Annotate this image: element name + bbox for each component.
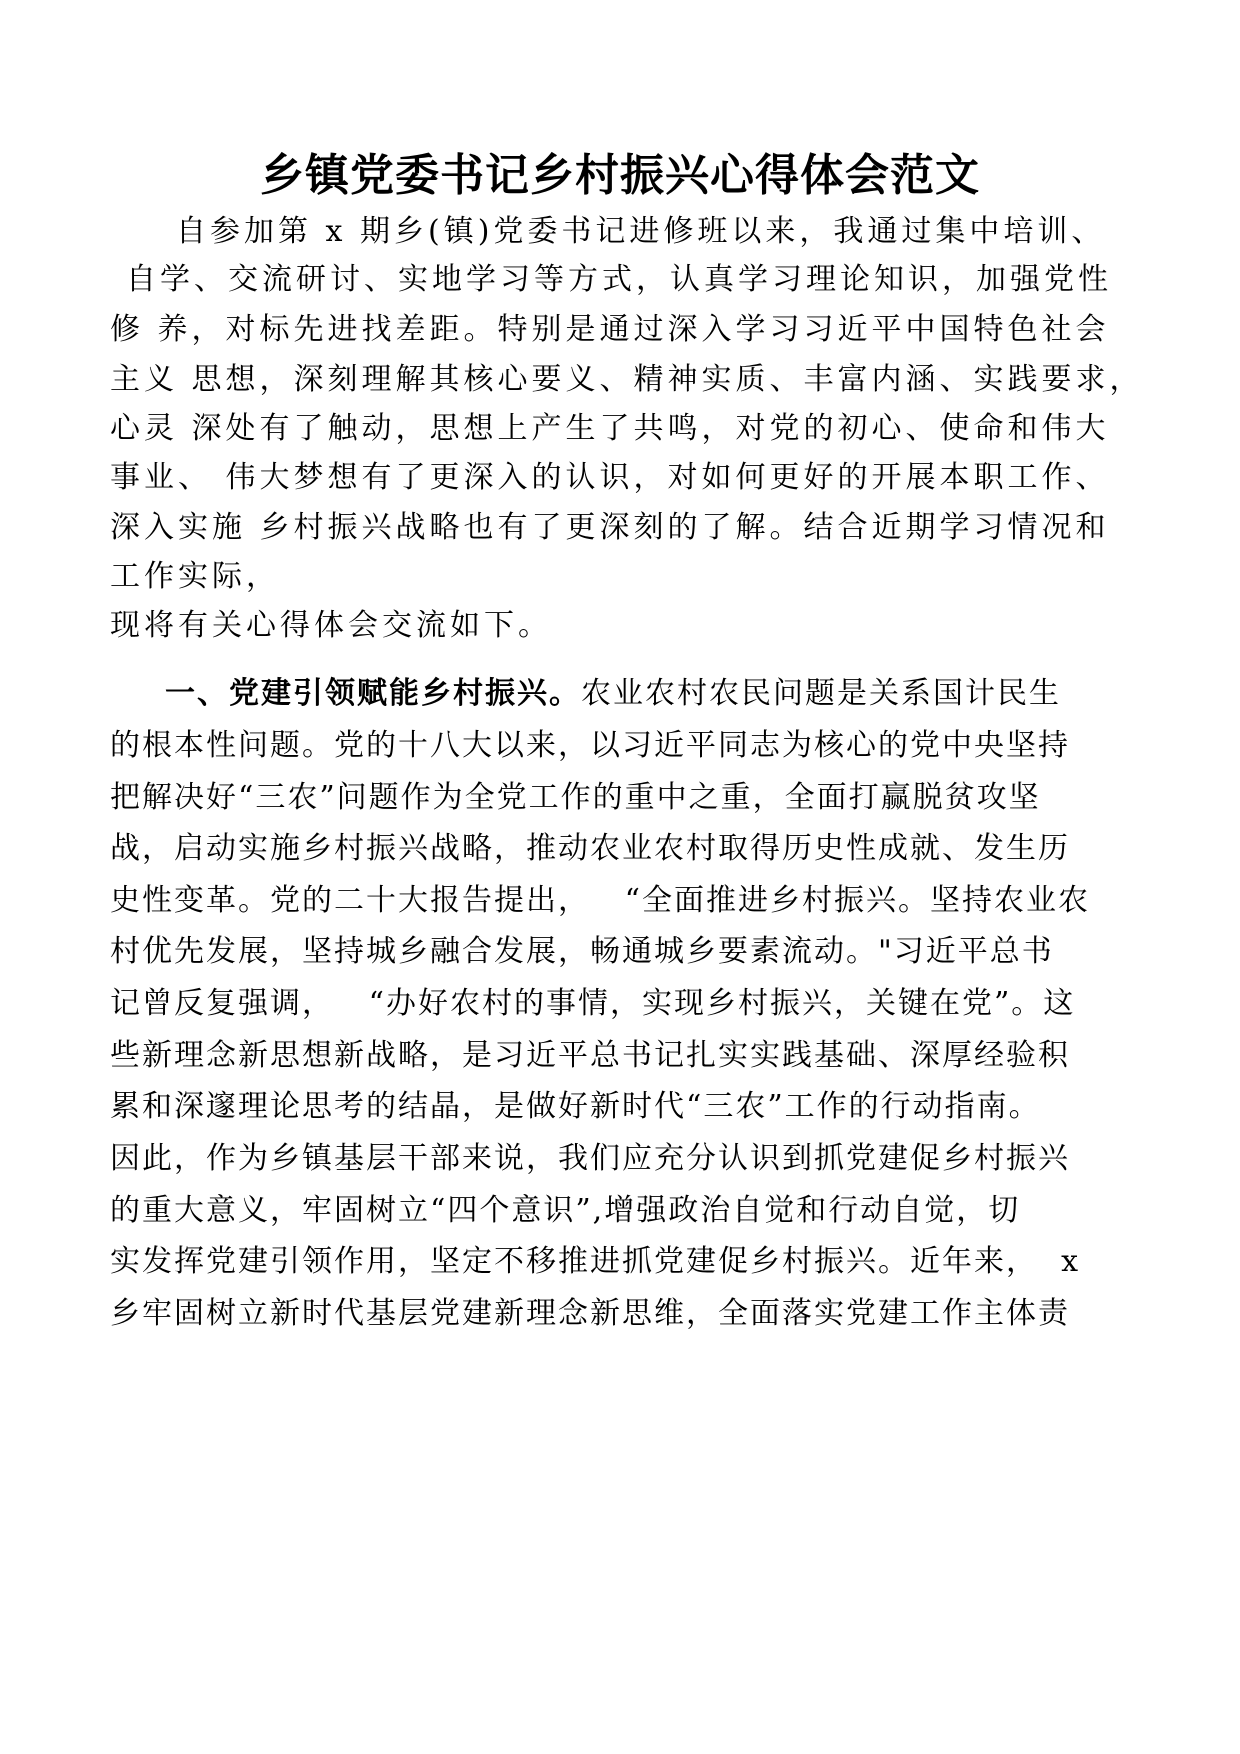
- section-one-first-line: [165, 674, 1061, 714]
- section-heading: 一、党建引领赋能乡村振兴。: [165, 676, 581, 711]
- body-line: 累和深邃理论思考的结晶，是做好新时代“三农”工作的行动指南。: [110, 1089, 1041, 1124]
- intro-line: 心灵 深处有了触动，思想上产生了共鸣，对党的初心、使命和伟大: [110, 411, 1110, 446]
- body-line: 的根本性问题。党的十八大以来，以习近平同志为核心的党中央坚持: [110, 728, 1070, 763]
- section-one-first-line-text: 农业农村农民问题是关系国计民生: [581, 676, 1061, 711]
- body-line: 乡牢固树立新时代基层党建新理念新思维，全面落实党建工作主体责: [110, 1296, 1070, 1331]
- intro-line: 事业、 伟大梦想有了更深入的认识，对如何更好的开展本职工作、: [110, 460, 1110, 495]
- intro-line: 深入实施 乡村振兴战略也有了更深刻的了解。结合近期学习情况和: [110, 510, 1110, 545]
- intro-line: 修 养，对标先进找差距。特别是通过深入学习习近平中国特色社会: [110, 312, 1110, 347]
- intro-line: 自参加第 x 期乡(镇)党委书记进修班以来，我通过集中培训、: [176, 214, 1106, 249]
- intro-line: 现将有关心得体会交流如下。: [110, 608, 552, 643]
- body-line: 把解决好“三农”问题作为全党工作的重中之重，全面打赢脱贫攻坚: [110, 780, 1041, 815]
- body-line: 些新理念新思想新战略，是习近平总书记扎实实践基础、深厚经验积: [110, 1038, 1070, 1073]
- body-line: 村优先发展，坚持城乡融合发展，畅通城乡要素流动。"习近平总书: [110, 934, 1054, 969]
- body-line: 的重大意义，牢固树立“四个意识”,增强政治自觉和行动自觉，切: [110, 1193, 1021, 1228]
- document-title: 乡镇党委书记乡村振兴心得体会范文: [260, 150, 980, 201]
- body-line: 记曾反复强调， “办好农村的事情，实现乡村振兴，关键在党”。这: [110, 986, 1076, 1021]
- body-line: 实发挥党建引领作用，坚定不移推进抓党建促乡村振兴。近年来， x: [110, 1244, 1080, 1279]
- body-line: 战，启动实施乡村振兴战略，推动农业农村取得历史性成就、发生历: [110, 831, 1070, 866]
- body-line: 史性变革。党的二十大报告提出， “全面推进乡村振兴。坚持农业农: [110, 883, 1090, 918]
- intro-line: 主义 思想，深刻理解其核心要义、精神实质、丰富内涵、实践要求，: [110, 362, 1144, 397]
- intro-line: 自学、交流研讨、实地学习等方式，认真学习理论知识，加强党性: [126, 262, 1112, 297]
- intro-line: 工作实际，: [110, 559, 280, 594]
- body-line: 因此，作为乡镇基层干部来说，我们应充分认识到抓党建促乡村振兴: [110, 1141, 1070, 1176]
